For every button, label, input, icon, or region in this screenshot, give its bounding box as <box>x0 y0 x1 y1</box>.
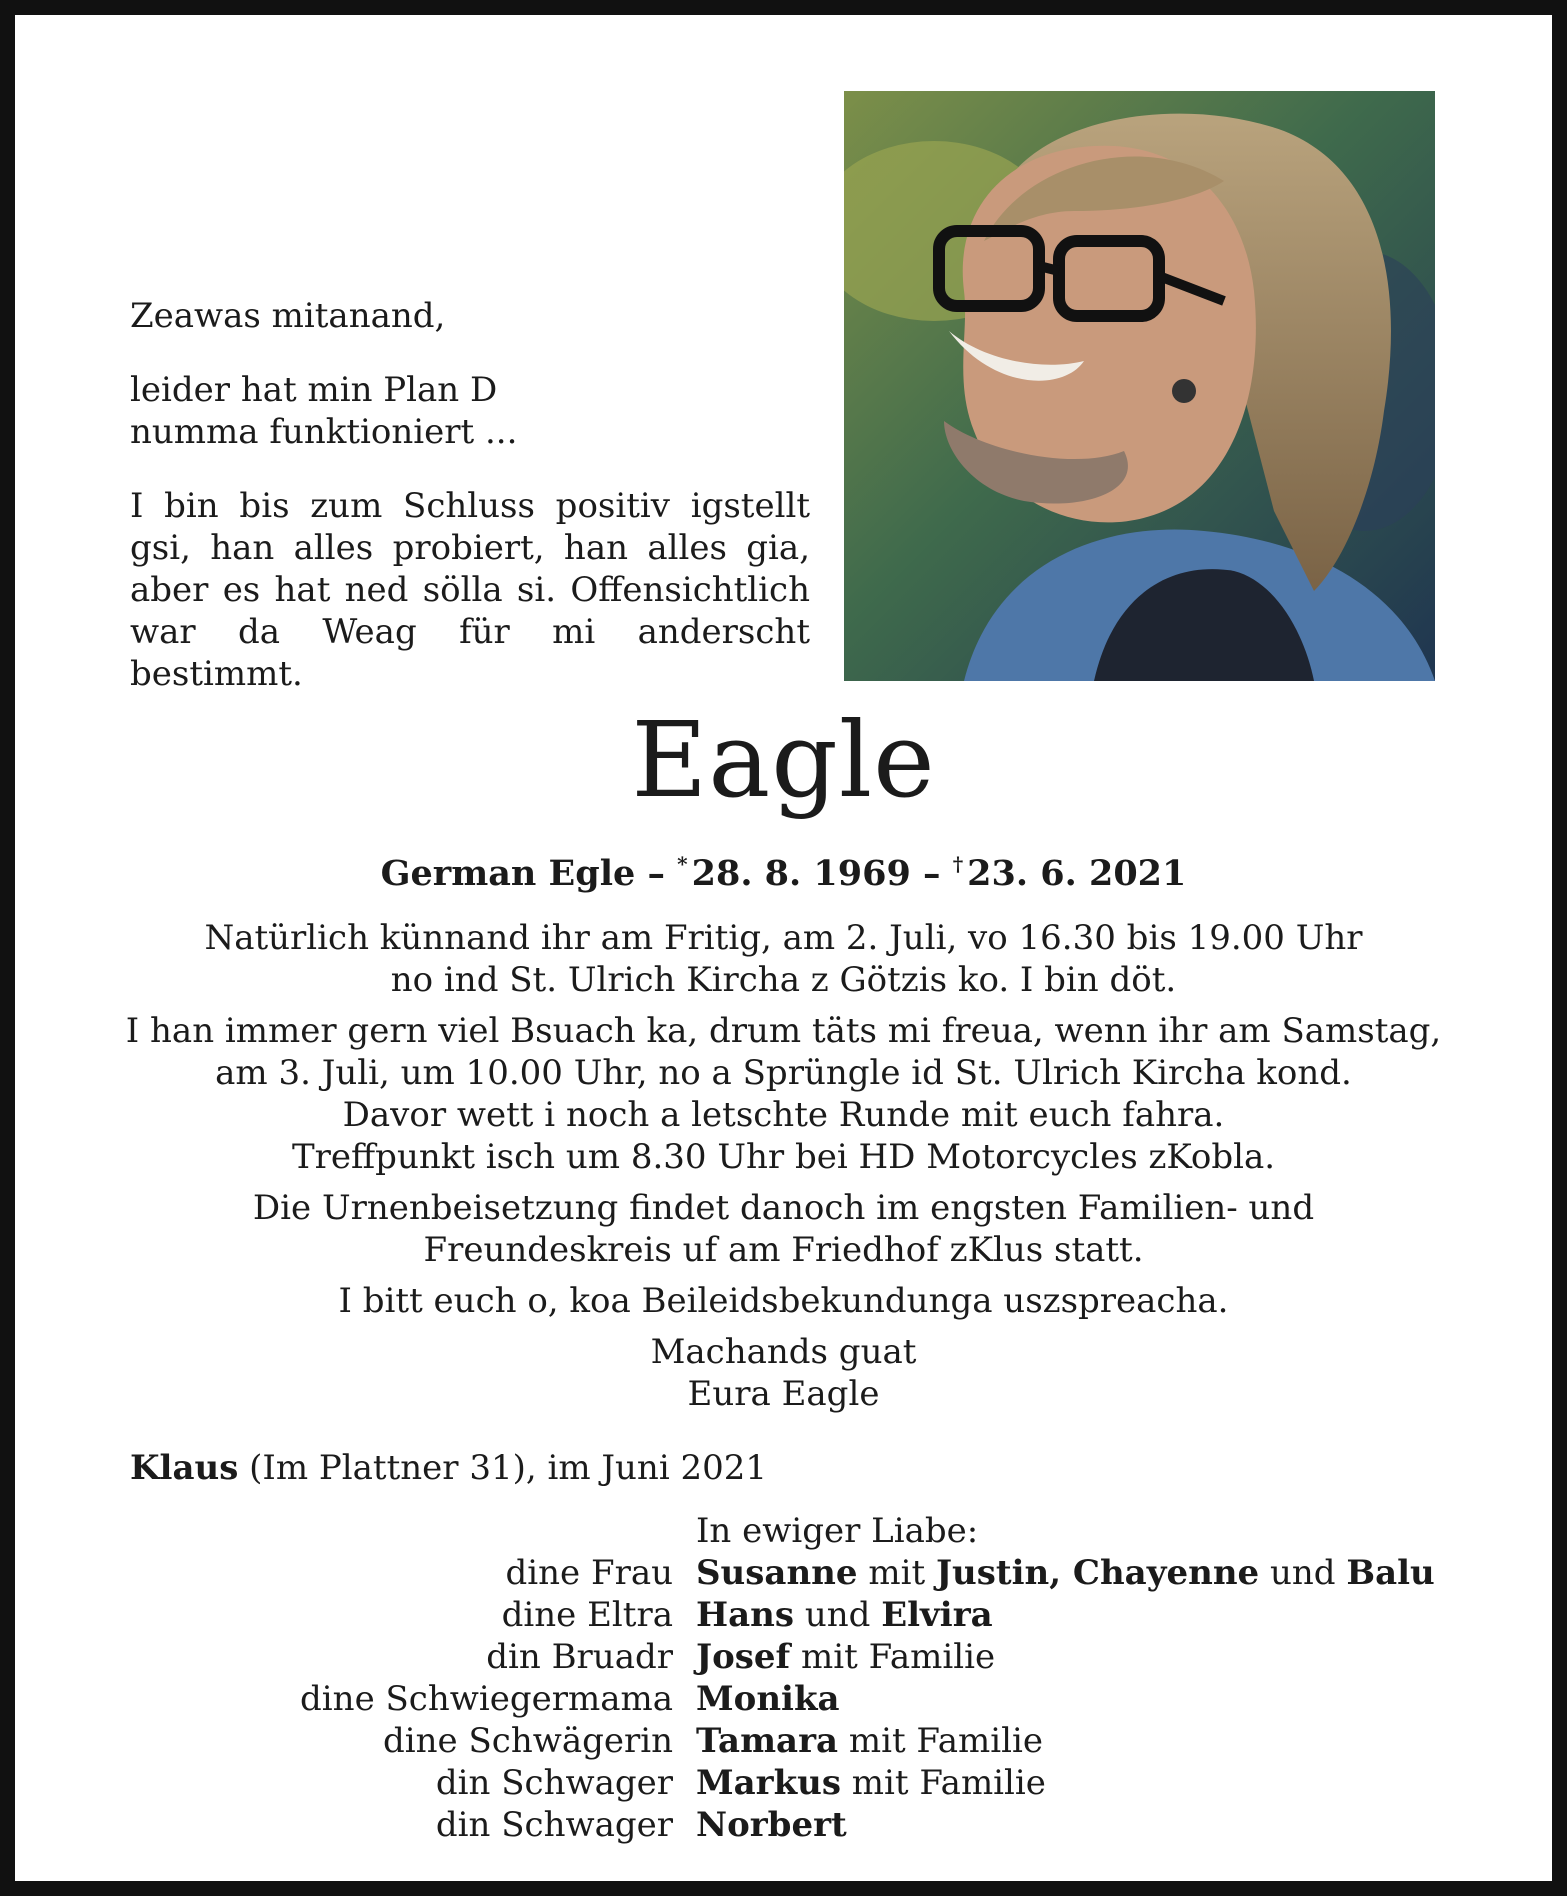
mourner-name: Tamara <box>696 1721 839 1761</box>
town: Klaus <box>130 1448 239 1488</box>
death-date: 23. 6. 2021 <box>967 853 1187 894</box>
place-and-date <box>130 1447 767 1489</box>
full-name: German Egle <box>380 853 636 894</box>
address-date: (Im Plattner 31), im Juni 2021 <box>238 1448 768 1488</box>
connector-text: und <box>1259 1553 1347 1593</box>
relation-label: dine Eltra <box>501 1595 673 1635</box>
deceased-name: Eagle <box>631 699 936 821</box>
intro-line-2: numma funktioniert ... <box>130 412 518 452</box>
birth-date: 28. 8. 1969 <box>691 853 911 894</box>
mourner-name: Elvira <box>881 1595 993 1635</box>
mourner-name: Norbert <box>696 1805 847 1845</box>
intro-text <box>130 295 810 727</box>
mourners-table <box>130 1552 1435 1846</box>
death-cross-icon: † <box>952 852 964 876</box>
intro-paragraph: I bin bis zum Schluss positiv igstellt gsi, han alles probiert, han alles gia, aber es hat ned sölla si. Offensichtlich war da Weag für mi anderscht bestimmt. <box>130 486 810 694</box>
mourner-names <box>696 1762 1435 1804</box>
service-paragraph <box>0 1010 1567 1178</box>
text-line: Davor wett i noch a letschte Runde mit euch fahra. <box>342 1095 1225 1135</box>
date-separator: – <box>923 853 941 894</box>
mourners-heading: In ewiger Liabe: <box>696 1511 979 1551</box>
intro-line-1: leider hat min Plan D <box>130 370 498 410</box>
mourner-row <box>130 1804 1435 1846</box>
relation-label: din Schwager <box>435 1805 673 1845</box>
connector-text: und <box>794 1595 882 1635</box>
closing <box>0 1331 1567 1415</box>
text-line: no ind St. Ulrich Kircha z Götzis ko. I bin döt. <box>390 960 1177 1000</box>
signature-line: Eura Eagle <box>687 1374 880 1414</box>
portrait-photo-icon <box>844 91 1435 681</box>
relation-label: dine Schwägerin <box>383 1721 673 1761</box>
mourners-list <box>130 1510 1450 1846</box>
greeting: Zeawas mitanand, <box>130 296 446 336</box>
mourner-name: Justin, Chayenne <box>935 1553 1260 1593</box>
mourner-names <box>696 1804 1435 1846</box>
mourner-row <box>130 1678 1435 1720</box>
mourner-row <box>130 1594 1435 1636</box>
relation-label: din Schwager <box>435 1763 673 1803</box>
mourner-names <box>696 1678 1435 1720</box>
closing-line: Machands guat <box>650 1332 917 1372</box>
life-dates <box>0 842 1567 896</box>
text-line: Treffpunkt isch um 8.30 Uhr bei HD Motorcycles zKobla. <box>291 1137 1276 1177</box>
mourner-names <box>696 1552 1435 1594</box>
date-separator: – <box>647 853 665 894</box>
burial-paragraph <box>0 1187 1567 1271</box>
relation-label: dine Frau <box>505 1553 673 1593</box>
mourner-names <box>696 1720 1435 1762</box>
connector-text: mit Familie <box>838 1721 1043 1761</box>
portrait-photo <box>844 91 1435 681</box>
relation-label: din Bruadr <box>486 1637 673 1677</box>
announcement-body <box>0 917 1567 1424</box>
mourner-name: Susanne <box>696 1553 858 1593</box>
relation-label: dine Schwiegermama <box>300 1679 673 1719</box>
intro-lines <box>130 369 810 453</box>
mourner-name: Josef <box>696 1637 791 1677</box>
mourner-name: Balu <box>1346 1553 1435 1593</box>
text-line: I han immer gern viel Bsuach ka, drum täts mi freua, wenn ihr am Samstag, <box>125 1011 1442 1051</box>
text-line: Die Urnenbeisetzung findet danoch im engsten Familien- und <box>252 1188 1315 1228</box>
text-line: Natürlich künnand ihr am Fritig, am 2. Juli, vo 16.30 bis 19.00 Uhr <box>204 918 1363 958</box>
text-line: am 3. Juli, um 10.00 Uhr, no a Sprüngle id St. Ulrich Kircha kond. <box>215 1053 1352 1093</box>
mourner-names <box>696 1594 1435 1636</box>
text-line: Freundeskreis uf am Friedhof zKlus statt. <box>423 1230 1144 1270</box>
mourner-names <box>696 1636 1435 1678</box>
connector-text: mit Familie <box>790 1637 996 1677</box>
mourner-row <box>130 1636 1435 1678</box>
mourner-row <box>130 1762 1435 1804</box>
condolence-note: I bitt euch o, koa Beileidsbekundunga uszspreacha. <box>338 1281 1229 1321</box>
mourner-name: Monika <box>696 1679 840 1719</box>
mourner-name: Hans <box>696 1595 795 1635</box>
connector-text: mit <box>857 1553 936 1593</box>
mourner-row <box>130 1720 1435 1762</box>
mourner-row <box>130 1552 1435 1594</box>
mourner-name: Markus <box>696 1763 841 1803</box>
connector-text: mit Familie <box>841 1763 1046 1803</box>
birth-star-icon: * <box>677 852 688 876</box>
viewing-paragraph <box>0 917 1567 1001</box>
